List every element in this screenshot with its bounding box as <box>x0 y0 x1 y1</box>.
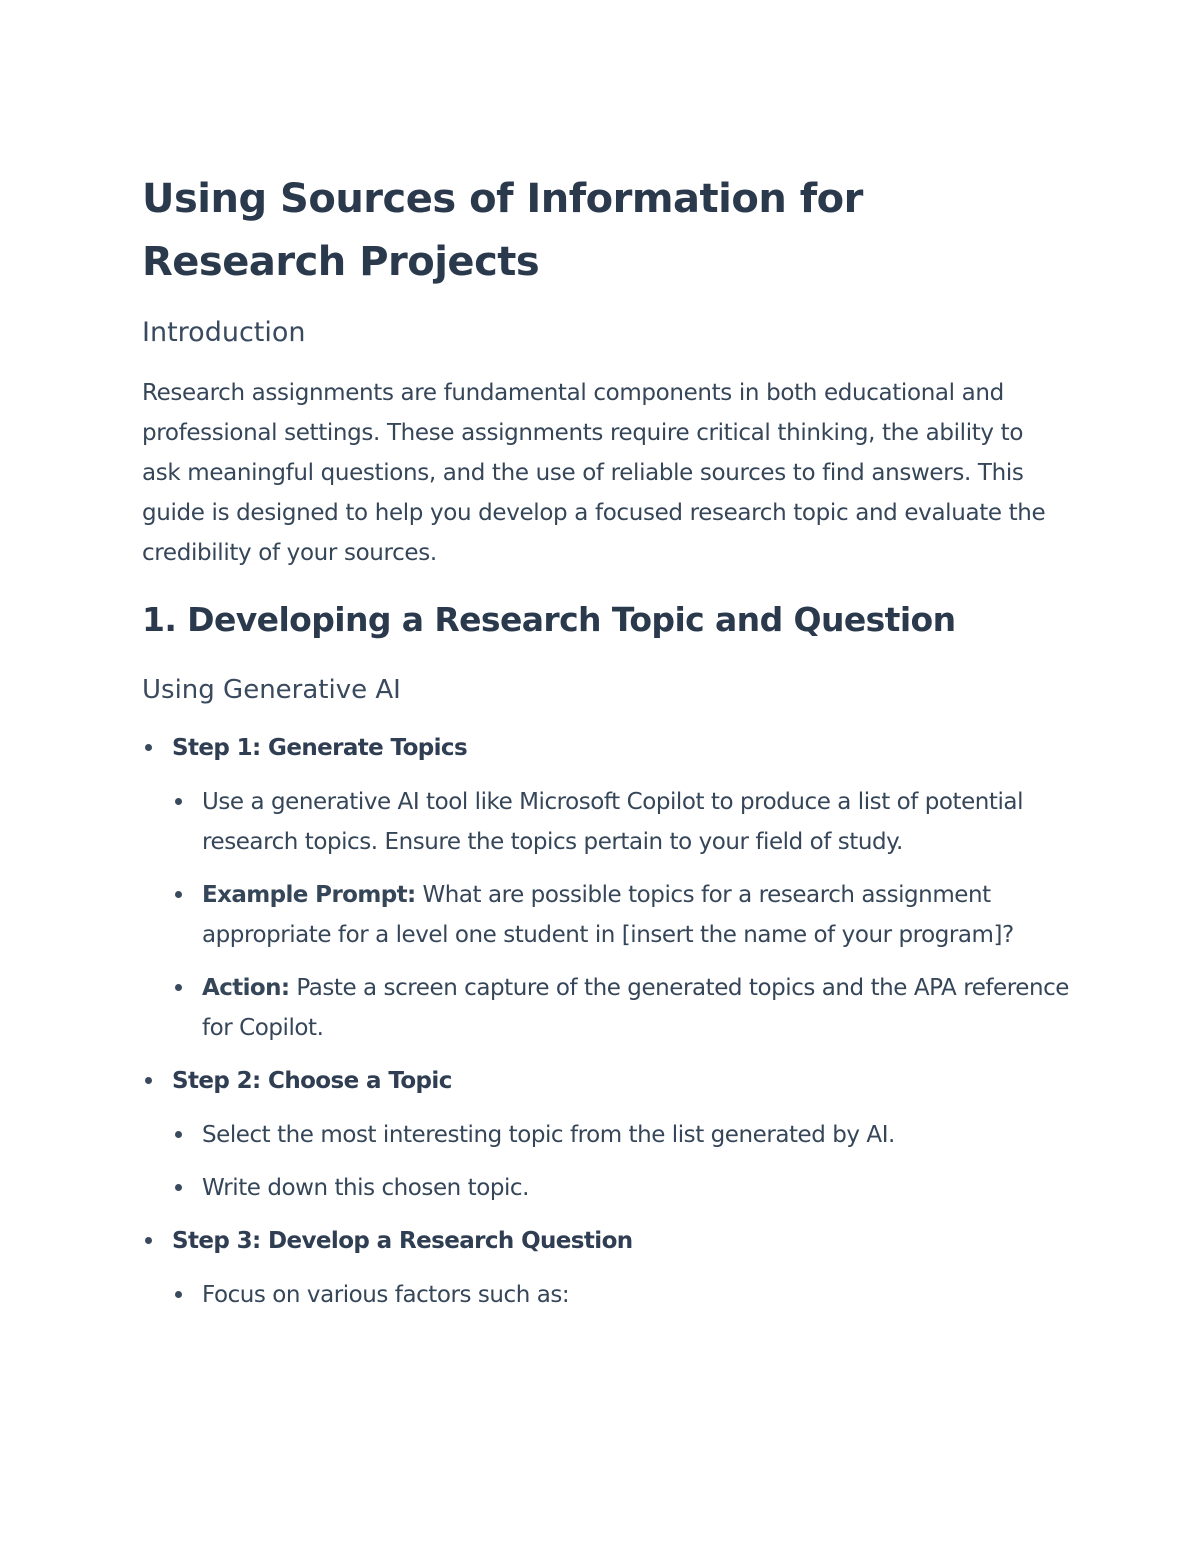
list-item-lead: Example Prompt: <box>202 882 416 908</box>
bullet-icon <box>145 744 152 751</box>
subsection-heading: Using Generative AI <box>142 675 401 705</box>
list-item <box>172 1115 1072 1155</box>
list-item <box>172 968 1072 1048</box>
list-item-text: Use a generative AI tool like Microsoft Copilot to produce a list of potential research topics. Ensure the topics pertain to your field of study. <box>202 789 1024 855</box>
bullet-icon <box>175 1131 182 1138</box>
bullet-icon <box>145 1237 152 1244</box>
document-title: Using Sources of Information for Research Projects <box>142 176 863 285</box>
step-label: Step 1: Generate Topics <box>172 735 468 761</box>
list-item-text: Focus on various factors such as: <box>202 1282 570 1308</box>
section-heading: 1. Developing a Research Topic and Question <box>142 600 956 639</box>
list-item-lead: Action: <box>202 975 290 1001</box>
step-item <box>142 1221 1072 1315</box>
bullet-icon <box>175 798 182 805</box>
step-label: Step 2: Choose a Topic <box>172 1068 452 1094</box>
bullet-icon <box>145 1077 152 1084</box>
bullet-icon <box>175 1184 182 1191</box>
step-label: Step 3: Develop a Research Question <box>172 1228 633 1254</box>
intro-heading: Introduction <box>142 317 306 348</box>
bullet-icon <box>175 984 182 991</box>
bullet-icon <box>175 1291 182 1298</box>
list-item <box>172 1168 1072 1208</box>
step-item <box>142 1061 1072 1208</box>
list-item <box>172 875 1072 955</box>
list-item-text: What are possible topics for a research assignment appropriate for a level one student in [insert the name of your program]? <box>202 882 1014 948</box>
list-item-text: Paste a screen capture of the generated topics and the APA reference for Copilot. <box>202 975 1069 1041</box>
bullet-icon <box>175 891 182 898</box>
list-item-text: Write down this chosen topic. <box>202 1175 529 1201</box>
steps-list <box>142 728 1072 1328</box>
list-item <box>172 1275 1072 1315</box>
step-item <box>142 728 1072 1048</box>
list-item <box>172 782 1072 862</box>
list-item-text: Select the most interesting topic from the list generated by AI. <box>202 1122 895 1148</box>
intro-paragraph: Research assignments are fundamental components in both educational and professional settings. These assignments require critical thinking, the ability to ask meaningful questions, and the use of reliable sources to find answers. This guide is designed to help you develop a focused research topic and evaluate the credibility of your sources. <box>142 380 1046 566</box>
